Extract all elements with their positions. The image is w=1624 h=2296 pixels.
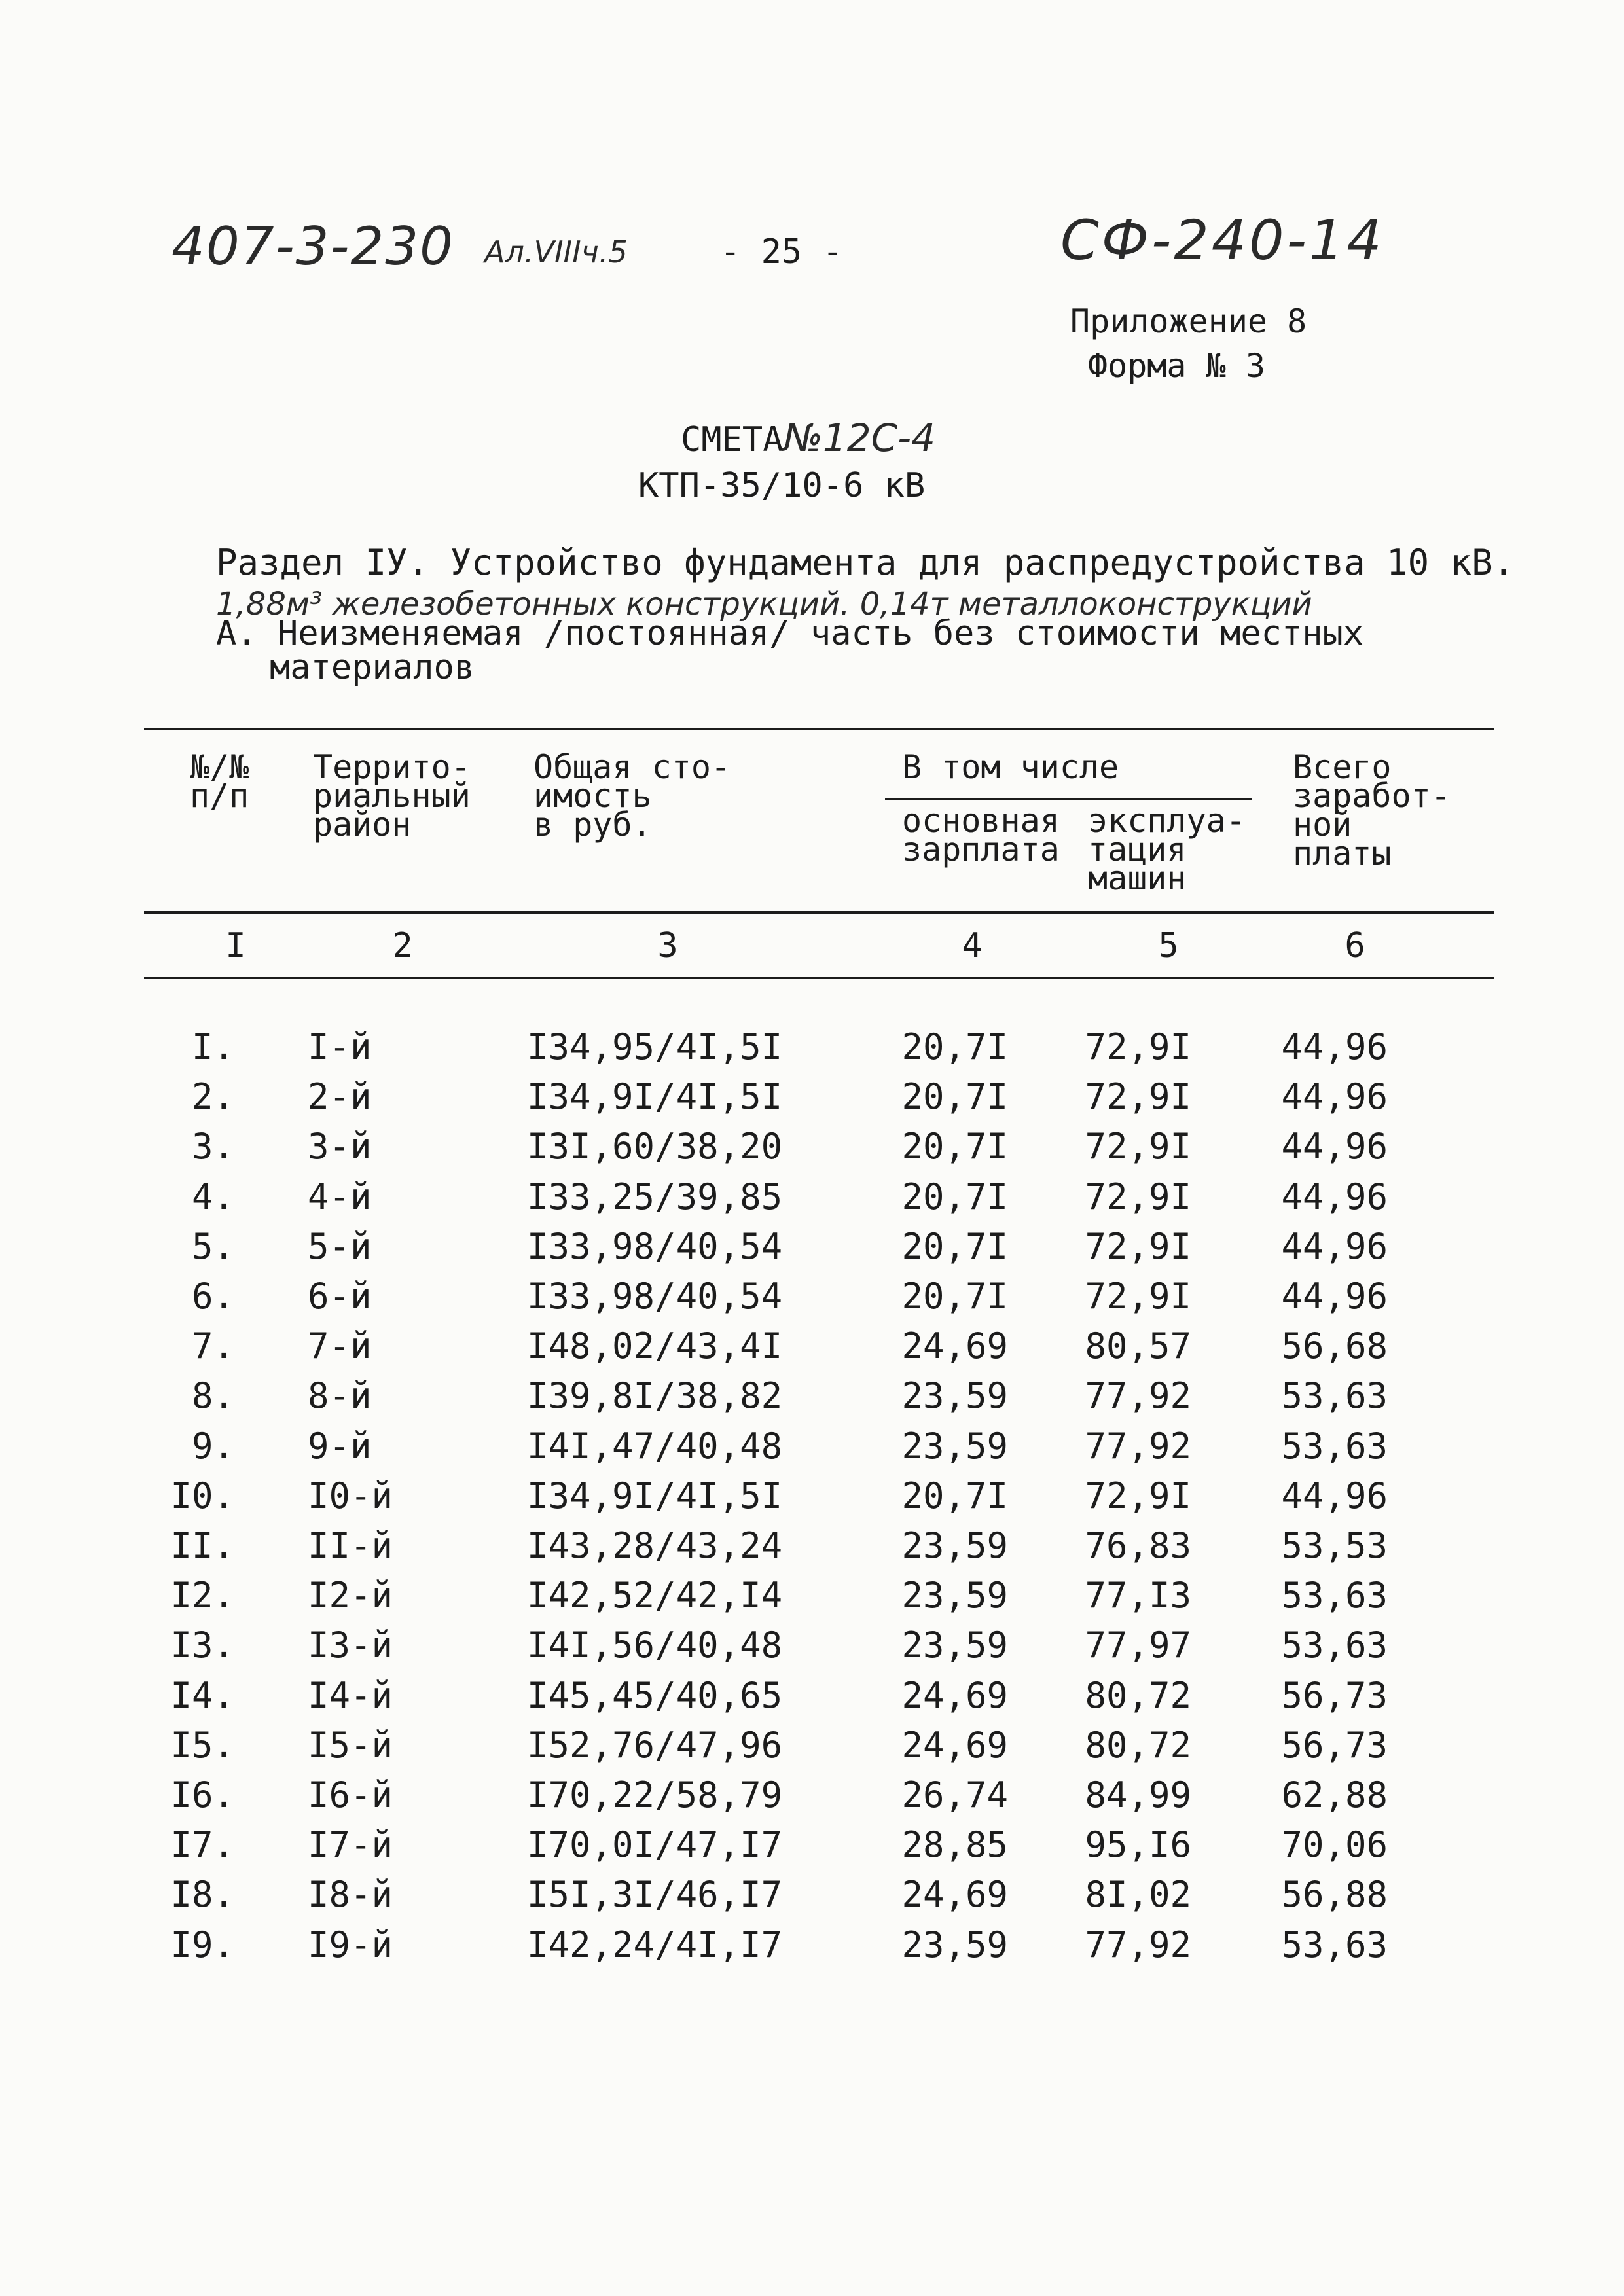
header-in-total: В том числе bbox=[902, 748, 1119, 786]
section-heading: Раздел IУ. Устройство фундамента для распредустройства 10 кВ. bbox=[216, 542, 1515, 583]
row-total-cost: I5I,3I/46,I7 bbox=[527, 1874, 783, 1915]
handwritten-quantities-note: 1,88м³ железобетонных конструкций. 0,14т металлоконструкций bbox=[216, 586, 1312, 622]
row-number: I4. bbox=[170, 1675, 234, 1716]
row-total-cost: I45,45/40,65 bbox=[527, 1675, 783, 1716]
row-region: 3-й bbox=[308, 1126, 372, 1167]
column-number-6: 6 bbox=[1344, 926, 1365, 965]
row-total-cost: I33,98/40,54 bbox=[527, 1226, 783, 1267]
row-total-wages: 56,73 bbox=[1281, 1725, 1388, 1766]
row-machine-cost: 77,92 bbox=[1085, 1375, 1191, 1416]
row-total-wages: 56,68 bbox=[1281, 1325, 1388, 1367]
row-total-wages: 44,96 bbox=[1281, 1076, 1388, 1117]
table-top-rule bbox=[144, 728, 1494, 730]
row-total-cost: I3I,60/38,20 bbox=[527, 1126, 783, 1167]
estimate-subtitle: КТП-35/10-6 кВ bbox=[638, 466, 926, 505]
sheet-reference-stamp: Ал.VIIIч.5 bbox=[484, 234, 628, 270]
row-base-salary: 20,7I bbox=[901, 1076, 1008, 1117]
column-number-5: 5 bbox=[1158, 926, 1179, 965]
appendix-label: Приложение 8 bbox=[1070, 302, 1307, 340]
row-machine-cost: 72,9I bbox=[1085, 1276, 1191, 1317]
column-number-4: 4 bbox=[962, 926, 983, 965]
row-total-cost: I34,9I/4I,5I bbox=[527, 1076, 783, 1117]
row-region: I9-й bbox=[308, 1924, 393, 1965]
row-base-salary: 23,59 bbox=[901, 1426, 1008, 1467]
estimate-code-stamp: СФ-240-14 bbox=[1060, 208, 1384, 272]
row-number: 9. bbox=[191, 1426, 234, 1467]
row-base-salary: 26,74 bbox=[901, 1774, 1008, 1816]
row-total-wages: 70,06 bbox=[1281, 1824, 1388, 1865]
row-region: I-й bbox=[308, 1026, 372, 1067]
row-region: 7-й bbox=[308, 1325, 372, 1367]
form-number-label: Форма № 3 bbox=[1088, 347, 1265, 385]
row-region: 2-й bbox=[308, 1076, 372, 1117]
row-machine-cost: 80,72 bbox=[1085, 1725, 1191, 1766]
row-machine-cost: 72,9I bbox=[1085, 1475, 1191, 1516]
row-number: 7. bbox=[191, 1325, 234, 1367]
row-number: 4. bbox=[191, 1176, 234, 1217]
row-machine-cost: 77,I3 bbox=[1085, 1575, 1191, 1616]
row-base-salary: 23,59 bbox=[901, 1624, 1008, 1666]
row-base-salary: 20,7I bbox=[901, 1026, 1008, 1067]
row-base-salary: 20,7I bbox=[901, 1475, 1008, 1516]
row-region: II-й bbox=[308, 1525, 393, 1566]
row-total-wages: 44,96 bbox=[1281, 1026, 1388, 1067]
header-bottom-rule bbox=[144, 911, 1494, 914]
row-number: I9. bbox=[170, 1924, 234, 1965]
row-total-wages: 62,88 bbox=[1281, 1774, 1388, 1816]
estimate-title bbox=[681, 416, 935, 460]
estimate-title-printed: СМЕТА bbox=[681, 420, 784, 459]
row-base-salary: 23,59 bbox=[901, 1375, 1008, 1416]
row-total-wages: 44,96 bbox=[1281, 1226, 1388, 1267]
header-total-cost: Общая сто- имость в руб. bbox=[533, 748, 731, 844]
row-number: 6. bbox=[191, 1276, 234, 1317]
row-base-salary: 20,7I bbox=[901, 1176, 1008, 1217]
row-machine-cost: 8I,02 bbox=[1085, 1874, 1191, 1915]
row-region: 5-й bbox=[308, 1226, 372, 1267]
row-machine-cost: 72,9I bbox=[1085, 1026, 1191, 1067]
row-region: 6-й bbox=[308, 1276, 372, 1317]
row-total-cost: I70,22/58,79 bbox=[527, 1774, 783, 1816]
row-base-salary: 24,69 bbox=[901, 1725, 1008, 1766]
in-total-divider-rule bbox=[885, 798, 1252, 800]
row-number: I3. bbox=[170, 1624, 234, 1666]
part-a-heading-continued: материалов bbox=[270, 648, 475, 687]
row-region: I5-й bbox=[308, 1725, 393, 1766]
row-machine-cost: 72,9I bbox=[1085, 1226, 1191, 1267]
row-total-wages: 44,96 bbox=[1281, 1176, 1388, 1217]
row-total-cost: I48,02/43,4I bbox=[527, 1325, 783, 1367]
row-base-salary: 28,85 bbox=[901, 1824, 1008, 1865]
row-number: I8. bbox=[170, 1874, 234, 1915]
row-total-cost: I34,9I/4I,5I bbox=[527, 1475, 783, 1516]
row-machine-cost: 77,92 bbox=[1085, 1924, 1191, 1965]
row-region: I7-й bbox=[308, 1824, 393, 1865]
header-region: Террито- риальный район bbox=[313, 748, 471, 844]
row-region: I0-й bbox=[308, 1475, 393, 1516]
row-region: I6-й bbox=[308, 1774, 393, 1816]
part-a-heading: А. Неизменяемая /постоянная/ часть без стоимости местных bbox=[216, 614, 1364, 653]
row-number: 5. bbox=[191, 1226, 234, 1267]
row-base-salary: 23,59 bbox=[901, 1924, 1008, 1965]
row-machine-cost: 76,83 bbox=[1085, 1525, 1191, 1566]
row-total-cost: I33,98/40,54 bbox=[527, 1276, 783, 1317]
row-base-salary: 24,69 bbox=[901, 1325, 1008, 1367]
row-base-salary: 24,69 bbox=[901, 1874, 1008, 1915]
row-total-wages: 53,63 bbox=[1281, 1375, 1388, 1416]
row-total-cost: I4I,47/40,48 bbox=[527, 1426, 783, 1467]
row-number: I2. bbox=[170, 1575, 234, 1616]
row-number: I7. bbox=[170, 1824, 234, 1865]
row-total-wages: 53,63 bbox=[1281, 1575, 1388, 1616]
row-total-cost: I39,8I/38,82 bbox=[527, 1375, 783, 1416]
document-code-stamp: 407-3-230 bbox=[171, 216, 455, 277]
row-total-cost: I70,0I/47,I7 bbox=[527, 1824, 783, 1865]
row-total-wages: 53,63 bbox=[1281, 1426, 1388, 1467]
row-number: II. bbox=[170, 1525, 234, 1566]
row-base-salary: 23,59 bbox=[901, 1575, 1008, 1616]
row-base-salary: 23,59 bbox=[901, 1525, 1008, 1566]
row-base-salary: 20,7I bbox=[901, 1126, 1008, 1167]
row-region: I3-й bbox=[308, 1624, 393, 1666]
row-total-cost: I4I,56/40,48 bbox=[527, 1624, 783, 1666]
row-number: I. bbox=[191, 1026, 234, 1067]
row-machine-cost: 77,97 bbox=[1085, 1624, 1191, 1666]
page-number: - 25 - bbox=[720, 232, 843, 272]
row-number: 3. bbox=[191, 1126, 234, 1167]
row-total-cost: I33,25/39,85 bbox=[527, 1176, 783, 1217]
header-num: №/№ п/п bbox=[190, 748, 249, 815]
row-region: 4-й bbox=[308, 1176, 372, 1217]
row-total-cost: I42,24/4I,I7 bbox=[527, 1924, 783, 1965]
row-total-wages: 53,63 bbox=[1281, 1924, 1388, 1965]
row-total-cost: I34,95/4I,5I bbox=[527, 1026, 783, 1067]
row-number: I6. bbox=[170, 1774, 234, 1816]
row-total-cost: I42,52/42,I4 bbox=[527, 1575, 783, 1616]
row-region: I4-й bbox=[308, 1675, 393, 1716]
row-total-wages: 56,73 bbox=[1281, 1675, 1388, 1716]
row-total-wages: 53,63 bbox=[1281, 1624, 1388, 1666]
header-machine-operation: эксплуа- тация машин bbox=[1088, 802, 1246, 897]
row-region: 8-й bbox=[308, 1375, 372, 1416]
row-number: 2. bbox=[191, 1076, 234, 1117]
row-machine-cost: 72,9I bbox=[1085, 1126, 1191, 1167]
column-number-2: 2 bbox=[392, 926, 413, 965]
row-machine-cost: 95,I6 bbox=[1085, 1824, 1191, 1865]
column-number-1: I bbox=[225, 926, 246, 965]
row-machine-cost: 72,9I bbox=[1085, 1176, 1191, 1217]
row-machine-cost: 80,57 bbox=[1085, 1325, 1191, 1367]
row-machine-cost: 77,92 bbox=[1085, 1426, 1191, 1467]
row-total-wages: 56,88 bbox=[1281, 1874, 1388, 1915]
row-number: I0. bbox=[170, 1475, 234, 1516]
row-total-cost: I43,28/43,24 bbox=[527, 1525, 783, 1566]
row-base-salary: 20,7I bbox=[901, 1226, 1008, 1267]
row-total-cost: I52,76/47,96 bbox=[527, 1725, 783, 1766]
column-number-3: 3 bbox=[657, 926, 678, 965]
row-base-salary: 24,69 bbox=[901, 1675, 1008, 1716]
row-machine-cost: 72,9I bbox=[1085, 1076, 1191, 1117]
header-total-wages: Всего заработ- ной платы bbox=[1293, 748, 1451, 872]
row-machine-cost: 80,72 bbox=[1085, 1675, 1191, 1716]
row-total-wages: 44,96 bbox=[1281, 1276, 1388, 1317]
row-region: I2-й bbox=[308, 1575, 393, 1616]
row-machine-cost: 84,99 bbox=[1085, 1774, 1191, 1816]
row-region: I8-й bbox=[308, 1874, 393, 1915]
row-total-wages: 44,96 bbox=[1281, 1475, 1388, 1516]
row-total-wages: 53,53 bbox=[1281, 1525, 1388, 1566]
row-number: I5. bbox=[170, 1725, 234, 1766]
row-base-salary: 20,7I bbox=[901, 1276, 1008, 1317]
row-region: 9-й bbox=[308, 1426, 372, 1467]
row-total-wages: 44,96 bbox=[1281, 1126, 1388, 1167]
row-number: 8. bbox=[191, 1375, 234, 1416]
estimate-number-handwritten: №12С-4 bbox=[783, 416, 935, 460]
header-base-salary: основная зарплата bbox=[902, 802, 1060, 869]
column-numbers-bottom-rule bbox=[144, 977, 1494, 979]
